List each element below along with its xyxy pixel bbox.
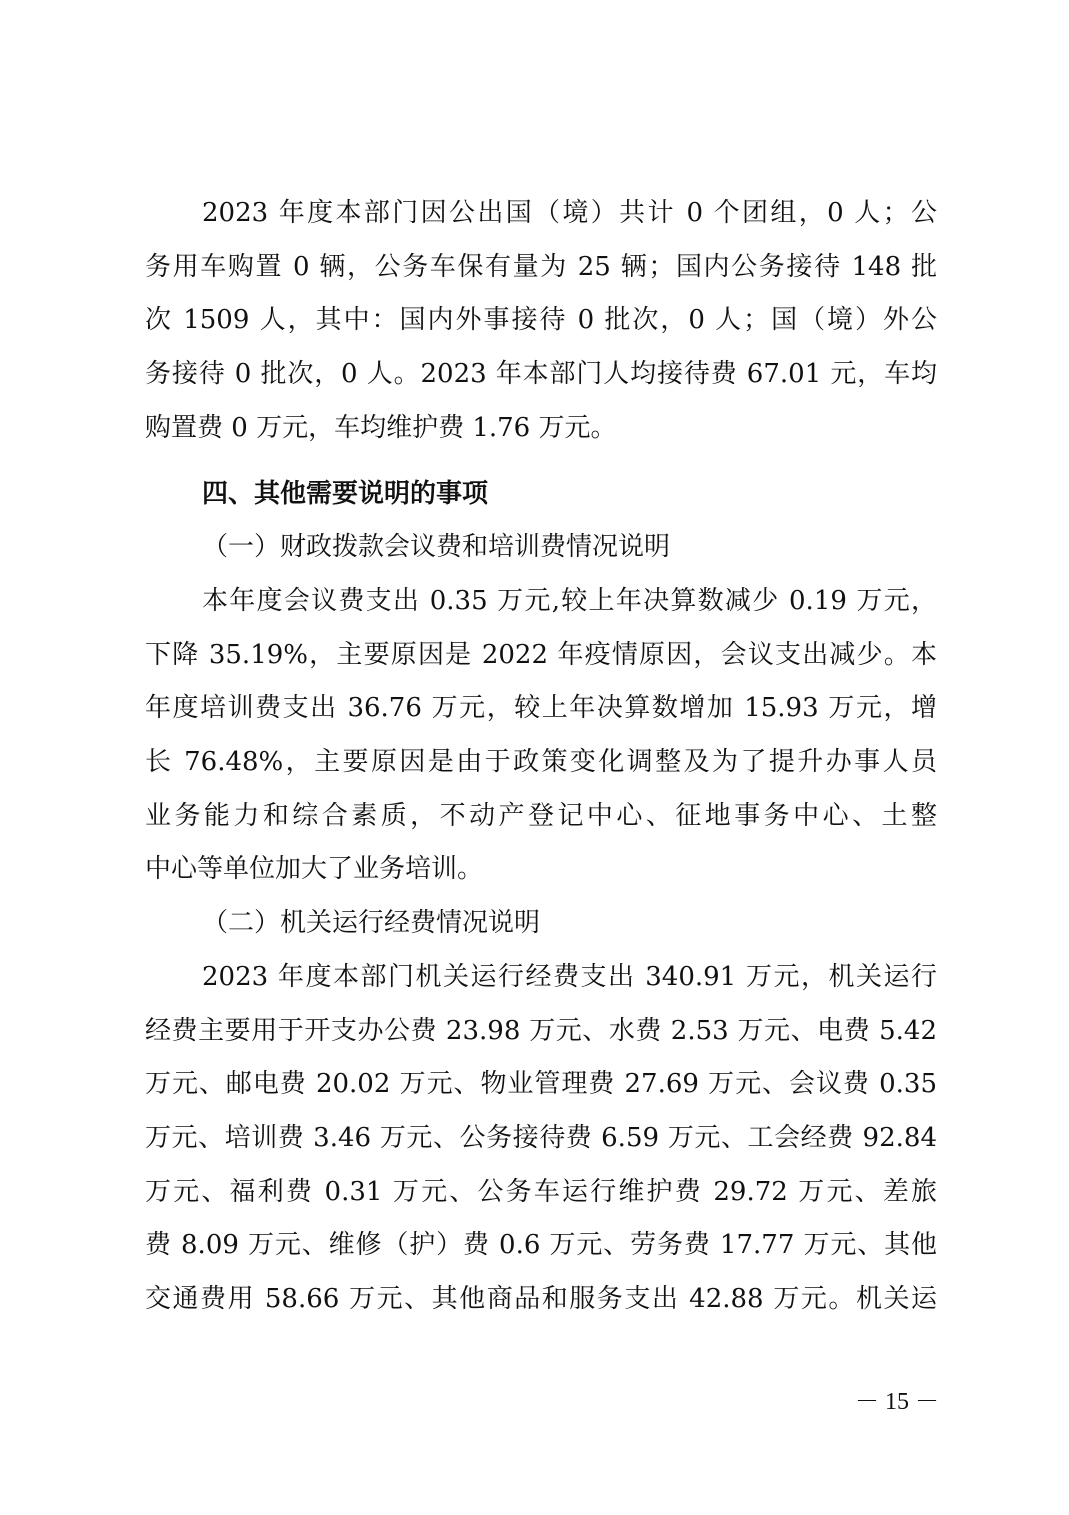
text-line: 万元、邮电费 20.02 万元、物业管理费 27.69 万元、会议费 0.35 (145, 1069, 937, 1099)
text-line: 下降 35.19%，主要原因是 2022 年疫情原因，会议支出减少。本 (145, 640, 937, 670)
page-number: － 15 － (855, 1389, 939, 1415)
text-line: 务用车购置 0 辆，公务车保有量为 25 辆；国内公务接待 148 批 (145, 252, 937, 282)
subsection-heading-operating-funds: （二）机关运行经费情况说明 (202, 908, 541, 938)
text-line: 万元、培训费 3.46 万元、公务接待费 6.59 万元、工会经费 92.84 (145, 1123, 937, 1153)
text-line: 长 76.48%，主要原因是由于政策变化调整及为了提升办事人员 (145, 747, 937, 777)
text-line: 次 1509 人，其中：国内外事接待 0 批次，0 人；国（境）外公 (145, 305, 937, 335)
text-line: 务接待 0 批次，0 人。2023 年本部门人均接待费 67.01 元，车均 (145, 359, 937, 389)
text-line: 业务能力和综合素质，不动产登记中心、征地事务中心、土整 (145, 801, 937, 831)
text-line: 中心等单位加大了业务培训。 (145, 854, 484, 884)
text-line: 购置费 0 万元，车均维护费 1.76 万元。 (145, 413, 617, 443)
section-heading: 四、其他需要说明的事项 (202, 479, 489, 509)
text-line: 年度培训费支出 36.76 万元，较上年决算数增加 15.93 万元，增 (145, 693, 937, 723)
text-line: 2023 年度本部门机关运行经费支出 340.91 万元，机关运行 (202, 962, 937, 992)
text-line: 万元、福利费 0.31 万元、公务车运行维护费 29.72 万元、差旅 (145, 1177, 937, 1207)
text-line: 费 8.09 万元、维修（护）费 0.6 万元、劳务费 17.77 万元、其他 (145, 1230, 937, 1260)
subsection-heading-meeting-training: （一）财政拨款会议费和培训费情况说明 (202, 532, 671, 562)
text-line: 经费主要用于开支办公费 23.98 万元、水费 2.53 万元、电费 5.42 (145, 1016, 937, 1046)
text-line: 交通费用 58.66 万元、其他商品和服务支出 42.88 万元。机关运 (145, 1284, 937, 1314)
text-line: 本年度会议费支出 0.35 万元,较上年决算数减少 0.19 万元， (202, 586, 937, 616)
text-line: 2023 年度本部门因公出国（境）共计 0 个团组，0 人；公 (202, 198, 937, 228)
